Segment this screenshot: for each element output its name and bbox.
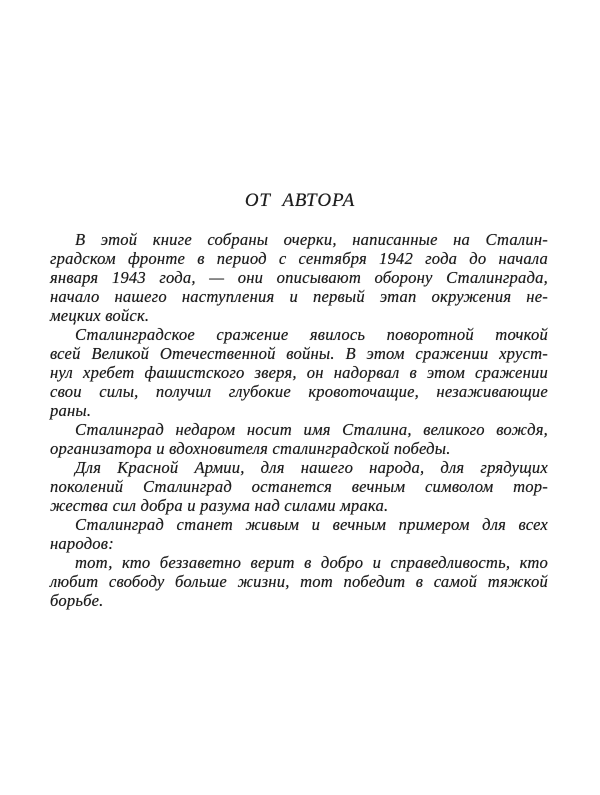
text-line: раны. [50, 401, 92, 420]
text-line: поколений Сталинград останется вечным символом тор- [50, 477, 548, 496]
paragraph [50, 325, 548, 420]
text-line: начало нашего наступления и первый этап окружения не- [50, 287, 548, 306]
text-line: народов: [50, 534, 114, 553]
paragraph [50, 420, 548, 458]
paragraph [50, 458, 548, 515]
text-line: жества сил добра и разума над силами мрака. [50, 496, 389, 515]
text-line: организатора и вдохновителя сталинградской победы. [50, 439, 451, 458]
paragraph [50, 553, 548, 610]
text-line: борьбе. [50, 591, 104, 610]
text-line: В этой книге собраны очерки, написанные на Сталин- [75, 230, 548, 249]
text-line: января 1943 года, — они описывают оборону Сталинграда, [50, 268, 548, 287]
text-line: тот, кто беззаветно верит в добро и справедливость, кто [75, 553, 548, 572]
text-line: любит свободу больше жизни, тот победит в самой тяжкой [50, 572, 548, 591]
text-line: Сталинград станет живым и вечным примером для всех [75, 515, 548, 534]
paragraph [50, 230, 548, 325]
text-line: Сталинградское сражение явилось поворотной точкой [75, 325, 548, 344]
text-line: Для Красной Армии, для нашего народа, для грядущих [75, 458, 548, 477]
text-block [50, 230, 548, 610]
text-line: свои силы, получил глубокие кровоточащие, незаживающие [50, 382, 548, 401]
page-title: ОТ АВТОРА [244, 190, 356, 211]
text-line: всей Великой Отечественной войны. В этом сражении хруст- [50, 344, 548, 363]
text-line: нул хребет фашистского зверя, он надорвал в этом сражении [50, 363, 548, 382]
text-line: градском фронте в период с сентября 1942 года до начала [50, 249, 548, 268]
text-line: мецких войск. [50, 306, 150, 325]
paragraph [50, 515, 548, 553]
text-line: Сталинград недаром носит имя Сталина, великого вождя, [75, 420, 548, 439]
